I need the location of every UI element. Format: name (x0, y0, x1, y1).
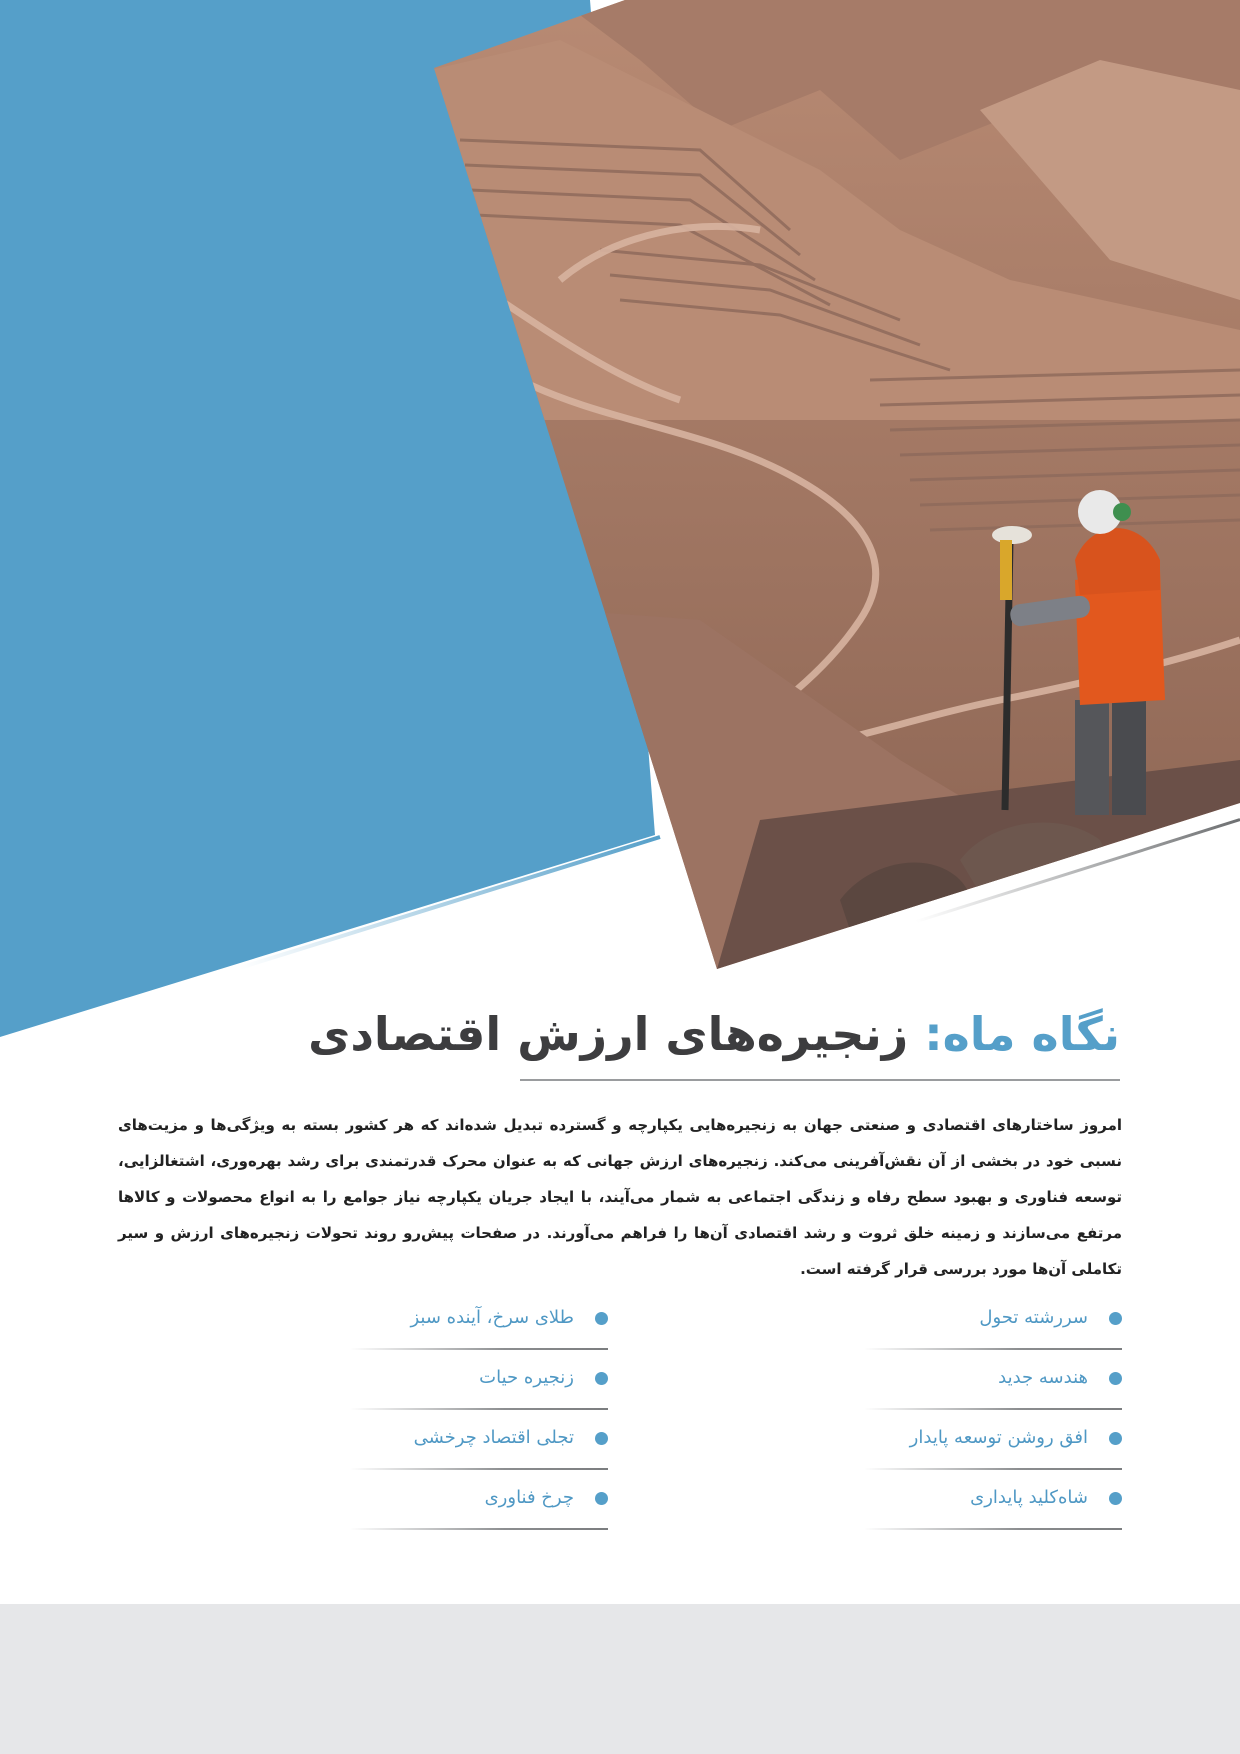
bullet-dot-icon (1109, 1312, 1122, 1325)
toc-item[interactable] (864, 1350, 1122, 1410)
toc-item[interactable] (350, 1470, 608, 1530)
footer-band (0, 1604, 1240, 1754)
intro-paragraph: امروز ساختارهای اقتصادی و صنعتی جهان به زنجیره‌هایی یکپارچه و گسترده تبدیل شده‌اند که هر کشور بسته به ویژگی‌ها و مزیت‌های نسبی خود در بخشی از آن نقش‌آفرینی می‌کند. زنجیره‌های ارزش جهانی که به عنوان محرک قدرتمندی برای رشد بهره‌وری، اشتغالزایی، توسعه فناوری و بهبود سطح رفاه و زندگی اجتماعی به شمار می‌آیند، با ایجاد جریان یکپارچه نیاز جوامع را به انواع محصولات و کالاها مرتفع می‌سازند و زمینه خلق ثروت و رشد اقتصادی آن‌ها را فراهم می‌آورند. در صفحات پیش‌رو روند تحولات زنجیره‌های ارزش و سیر تکاملی آن‌ها مورد بررسی قرار گرفته است. (118, 1116, 1122, 1278)
toc-right-column (864, 1290, 1122, 1530)
bullet-dot-icon (1109, 1492, 1122, 1505)
toc-item-label: سررشته تحول (979, 1307, 1088, 1328)
toc-item-label: طلای سرخ، آینده سبز (410, 1307, 574, 1328)
toc-item[interactable] (864, 1290, 1122, 1350)
toc-item-label: افق روشن توسعه پایدار (909, 1427, 1088, 1448)
bullet-dot-icon (1109, 1372, 1122, 1385)
bullet-dot-icon (1109, 1432, 1122, 1445)
toc-item-divider (864, 1528, 1122, 1530)
page-title (308, 1002, 1120, 1066)
toc-left-column (350, 1290, 608, 1530)
toc-item-label: هندسه جدید (998, 1367, 1088, 1388)
bullet-dot-icon (595, 1492, 608, 1505)
bullet-dot-icon (595, 1372, 608, 1385)
toc-item-divider (350, 1528, 608, 1530)
toc-item-label: چرخ فناوری (484, 1487, 574, 1508)
title-prefix: نگاه ماه: (924, 1007, 1120, 1061)
toc-item[interactable] (350, 1410, 608, 1470)
toc-item-label: زنجیره حیات (479, 1367, 574, 1388)
bullet-dot-icon (595, 1312, 608, 1325)
toc-item[interactable] (864, 1470, 1122, 1530)
title-main: زنجیره‌های ارزش اقتصادی (308, 1007, 925, 1061)
toc-item-label: تجلی اقتصاد چرخشی (413, 1427, 574, 1448)
title-underline (520, 1079, 1120, 1081)
toc-item[interactable] (864, 1410, 1122, 1470)
bullet-dot-icon (595, 1432, 608, 1445)
toc-item[interactable] (350, 1290, 608, 1350)
toc-item-label: شاه‌کلید پایداری (970, 1487, 1088, 1508)
toc-item[interactable] (350, 1350, 608, 1410)
